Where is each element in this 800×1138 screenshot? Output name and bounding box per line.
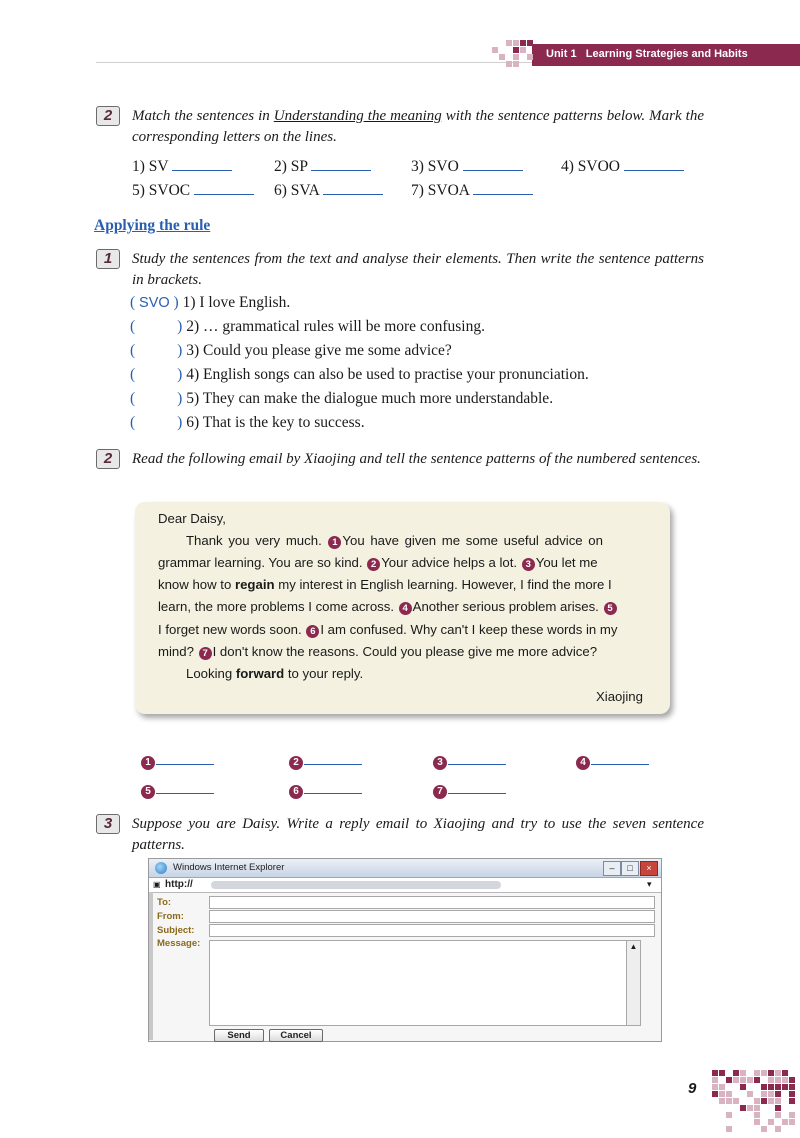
email-greeting: Dear Daisy,: [158, 511, 226, 526]
exercise-2-badge: 2: [96, 106, 120, 126]
pixel-square: [789, 1091, 795, 1097]
message-label: Message:: [157, 938, 201, 949]
sentence-item: ( ) 6) That is the key to success.: [130, 414, 365, 431]
pixel-square: [712, 1070, 718, 1076]
marker-5-icon: 5: [141, 785, 155, 799]
minimize-icon[interactable]: –: [603, 861, 621, 876]
from-label: From:: [157, 911, 184, 922]
ie-logo-icon: [155, 862, 167, 874]
answer-blank[interactable]: [311, 156, 371, 171]
pixel-square: [740, 1084, 746, 1090]
pattern-4: 4) SVOO: [561, 156, 684, 176]
pixel-square: [726, 1112, 732, 1118]
message-scrollbar[interactable]: [626, 940, 641, 1026]
browser-title: Windows Internet Explorer: [173, 862, 285, 873]
pixel-square: [527, 40, 533, 46]
pixel-square: [761, 1070, 767, 1076]
pixel-square: [782, 1119, 788, 1125]
pixel-square: [733, 1077, 739, 1083]
marker-1-icon: 1: [328, 536, 341, 549]
pixel-square: [527, 54, 533, 60]
email-answer-5: [140, 779, 214, 799]
pixel-square: [712, 1084, 718, 1090]
sentence-item: ( SVO ) 1) I love English.: [130, 294, 291, 311]
pixel-square: [506, 40, 512, 46]
pixel-square: [754, 1098, 760, 1104]
page-number: 9: [688, 1080, 697, 1097]
email-line-7: Looking forward to your reply.: [186, 666, 364, 681]
email-line-6: mind? 7 I don't know the reasons. Could you please give me more advice?: [158, 644, 598, 659]
browser-window: [148, 858, 662, 1042]
email-answer-3: [432, 750, 506, 770]
pixel-square: [499, 54, 505, 60]
subject-field[interactable]: [209, 924, 655, 937]
pattern-7: 7) SVOA: [411, 180, 533, 200]
answer-blank[interactable]: [591, 750, 649, 765]
pixel-square: [768, 1070, 774, 1076]
exercise-1-badge: 1: [96, 249, 120, 269]
email-answer-7: [432, 779, 506, 799]
left-scrollbar[interactable]: [149, 892, 153, 1040]
send-button[interactable]: Send: [214, 1029, 264, 1042]
message-field[interactable]: [209, 940, 627, 1026]
pixel-square: [719, 1098, 725, 1104]
pattern-2: 2) SP: [274, 156, 371, 176]
pixel-square: [782, 1077, 788, 1083]
close-icon[interactable]: ×: [640, 861, 658, 876]
pixel-square: [768, 1098, 774, 1104]
email-signature: Xiaojing: [596, 689, 643, 704]
pixel-square: [719, 1091, 725, 1097]
pixel-square: [712, 1091, 718, 1097]
sentence-answer[interactable]: SVO: [139, 295, 170, 311]
email-answer-4: [575, 750, 649, 770]
pixel-square: [754, 1070, 760, 1076]
pixel-square: [761, 1126, 767, 1132]
sentence-item: ( ) 4) English songs can also be used to practise your pronunciation.: [130, 366, 589, 383]
header-rule: [96, 62, 536, 63]
pixel-square: [733, 1070, 739, 1076]
pixel-square: [513, 47, 519, 53]
pixel-square: [761, 1098, 767, 1104]
pixel-square: [789, 1112, 795, 1118]
marker-1-icon: 1: [141, 756, 155, 770]
exercise-2b-instruction: Read the following email by Xiaojing and tell the sentence patterns of the numbered sentences.: [132, 451, 701, 467]
pixel-square: [775, 1070, 781, 1076]
understanding-meaning-link: Understanding the meaning: [273, 108, 442, 124]
email-answer-2: [288, 750, 362, 770]
pixel-square: [520, 40, 526, 46]
refresh-icon[interactable]: ▾: [647, 879, 652, 889]
exercise-1-instruction: Study the sentences from the text and analyse their elements. Then write the sentence patterns in brackets.: [132, 251, 704, 288]
pixel-square: [513, 40, 519, 46]
pixel-square: [733, 1098, 739, 1104]
pixel-square: [782, 1084, 788, 1090]
answer-blank[interactable]: [172, 156, 232, 171]
pixel-square: [754, 1077, 760, 1083]
marker-3-icon: 3: [522, 558, 535, 571]
pixel-square: [726, 1098, 732, 1104]
answer-blank[interactable]: [156, 750, 214, 765]
pixel-square: [492, 47, 498, 53]
pixel-square: [747, 1091, 753, 1097]
pixel-square: [768, 1084, 774, 1090]
answer-blank[interactable]: [304, 750, 362, 765]
pixel-square: [506, 61, 512, 67]
pixel-square: [719, 1070, 725, 1076]
pattern-6: 6) SVA: [274, 180, 383, 200]
sentence-item: ( ) 5) They can make the dialogue much more understandable.: [130, 390, 554, 407]
marker-7-icon: 7: [433, 785, 447, 799]
scroll-up-icon[interactable]: ▲: [629, 942, 638, 951]
answer-blank[interactable]: [156, 779, 214, 794]
pixel-square: [754, 1112, 760, 1118]
pixel-square: [775, 1091, 781, 1097]
email-line-1: Thank you very much. 1 You have given me some useful advice on: [186, 533, 603, 548]
email-answer-1: [140, 750, 214, 770]
pixel-square: [726, 1077, 732, 1083]
pixel-square: [789, 1084, 795, 1090]
pixel-square: [789, 1119, 795, 1125]
marker-2-icon: 2: [367, 558, 380, 571]
browser-titlebar: [149, 859, 661, 878]
pattern-5: 5) SVOC: [132, 180, 254, 200]
maximize-icon[interactable]: □: [621, 861, 639, 876]
pixel-square: [768, 1119, 774, 1125]
exercise-3-badge: 3: [96, 814, 120, 834]
pixel-square: [775, 1098, 781, 1104]
answer-blank[interactable]: [624, 156, 684, 171]
email-line-4: learn, the more problems I come across. 4 Another serious problem arises. 5: [158, 596, 618, 619]
unit-header: Unit 1 Learning Strategies and Habits: [546, 48, 748, 60]
pixel-square: [712, 1077, 718, 1083]
marker-6-icon: 6: [289, 785, 303, 799]
exercise-3-instruction: Suppose you are Daisy. Write a reply email to Xiaojing and try to use the seven sentence patterns.: [132, 816, 704, 853]
pixel-square: [740, 1077, 746, 1083]
marker-6-icon: 6: [306, 625, 319, 638]
marker-4-icon: 4: [576, 756, 590, 770]
pixel-square: [789, 1098, 795, 1104]
pixel-square: [513, 61, 519, 67]
to-field[interactable]: [209, 896, 655, 909]
pattern-1: 1) SV: [132, 156, 232, 176]
email-answer-6: [288, 779, 362, 799]
from-field[interactable]: [209, 910, 655, 923]
pixel-square: [775, 1077, 781, 1083]
address-bar[interactable]: [149, 878, 661, 893]
pixel-square: [747, 1105, 753, 1111]
pixel-square: [775, 1126, 781, 1132]
pattern-3: 3) SVO: [411, 156, 523, 176]
pixel-square: [719, 1084, 725, 1090]
pixel-square: [726, 1126, 732, 1132]
pixel-square: [768, 1077, 774, 1083]
applying-rule-heading: Applying the rule: [94, 217, 211, 234]
answer-blank[interactable]: [463, 156, 523, 171]
answer-blank[interactable]: [304, 779, 362, 794]
subject-label: Subject:: [157, 925, 195, 936]
page-icon: ▣: [153, 880, 161, 889]
answer-blank[interactable]: [323, 180, 383, 195]
sentence-item: ( ) 2) … grammatical rules will be more confusing.: [130, 318, 485, 335]
pixel-square: [761, 1091, 767, 1097]
pixel-square: [726, 1091, 732, 1097]
marker-2-icon: 2: [289, 756, 303, 770]
pixel-square: [754, 1119, 760, 1125]
pixel-square: [775, 1112, 781, 1118]
pixel-square: [747, 1077, 753, 1083]
marker-5-icon: 5: [604, 602, 617, 615]
pixel-square: [740, 1105, 746, 1111]
answer-blank[interactable]: [448, 750, 506, 765]
pixel-square: [789, 1077, 795, 1083]
pixel-square: [761, 1084, 767, 1090]
answer-blank[interactable]: [448, 779, 506, 794]
answer-blank[interactable]: [194, 180, 254, 195]
pixel-square: [768, 1091, 774, 1097]
cancel-button[interactable]: Cancel: [269, 1029, 323, 1042]
pixel-square: [775, 1105, 781, 1111]
email-line-2: grammar learning. You are so kind. 2 Your advice helps a lot. 3 You let me: [158, 555, 598, 570]
to-label: To:: [157, 897, 172, 908]
marker-4-icon: 4: [399, 602, 412, 615]
email-line-3: know how to regain my interest in English learning. However, I find the more I: [158, 577, 612, 592]
exercise-2b-badge: 2: [96, 449, 120, 469]
pixel-square: [740, 1070, 746, 1076]
sentence-item: ( ) 3) Could you please give me some advice?: [130, 342, 452, 359]
marker-7-icon: 7: [199, 647, 212, 660]
answer-blank[interactable]: [473, 180, 533, 195]
address-url: http://: [165, 879, 193, 890]
blurred-url: [211, 881, 501, 889]
exercise-2-instruction: Match the sentences in Understanding the meaning with the sentence patterns below. Mark the corresponding letters on the lines.: [132, 108, 704, 145]
pixel-square: [782, 1070, 788, 1076]
pixel-square: [520, 47, 526, 53]
marker-3-icon: 3: [433, 756, 447, 770]
pixel-square: [754, 1105, 760, 1111]
pixel-square: [513, 54, 519, 60]
email-line-5: I forget new words soon. 6 I am confused. Why can't I keep these words in my: [158, 622, 618, 637]
pixel-square: [775, 1084, 781, 1090]
